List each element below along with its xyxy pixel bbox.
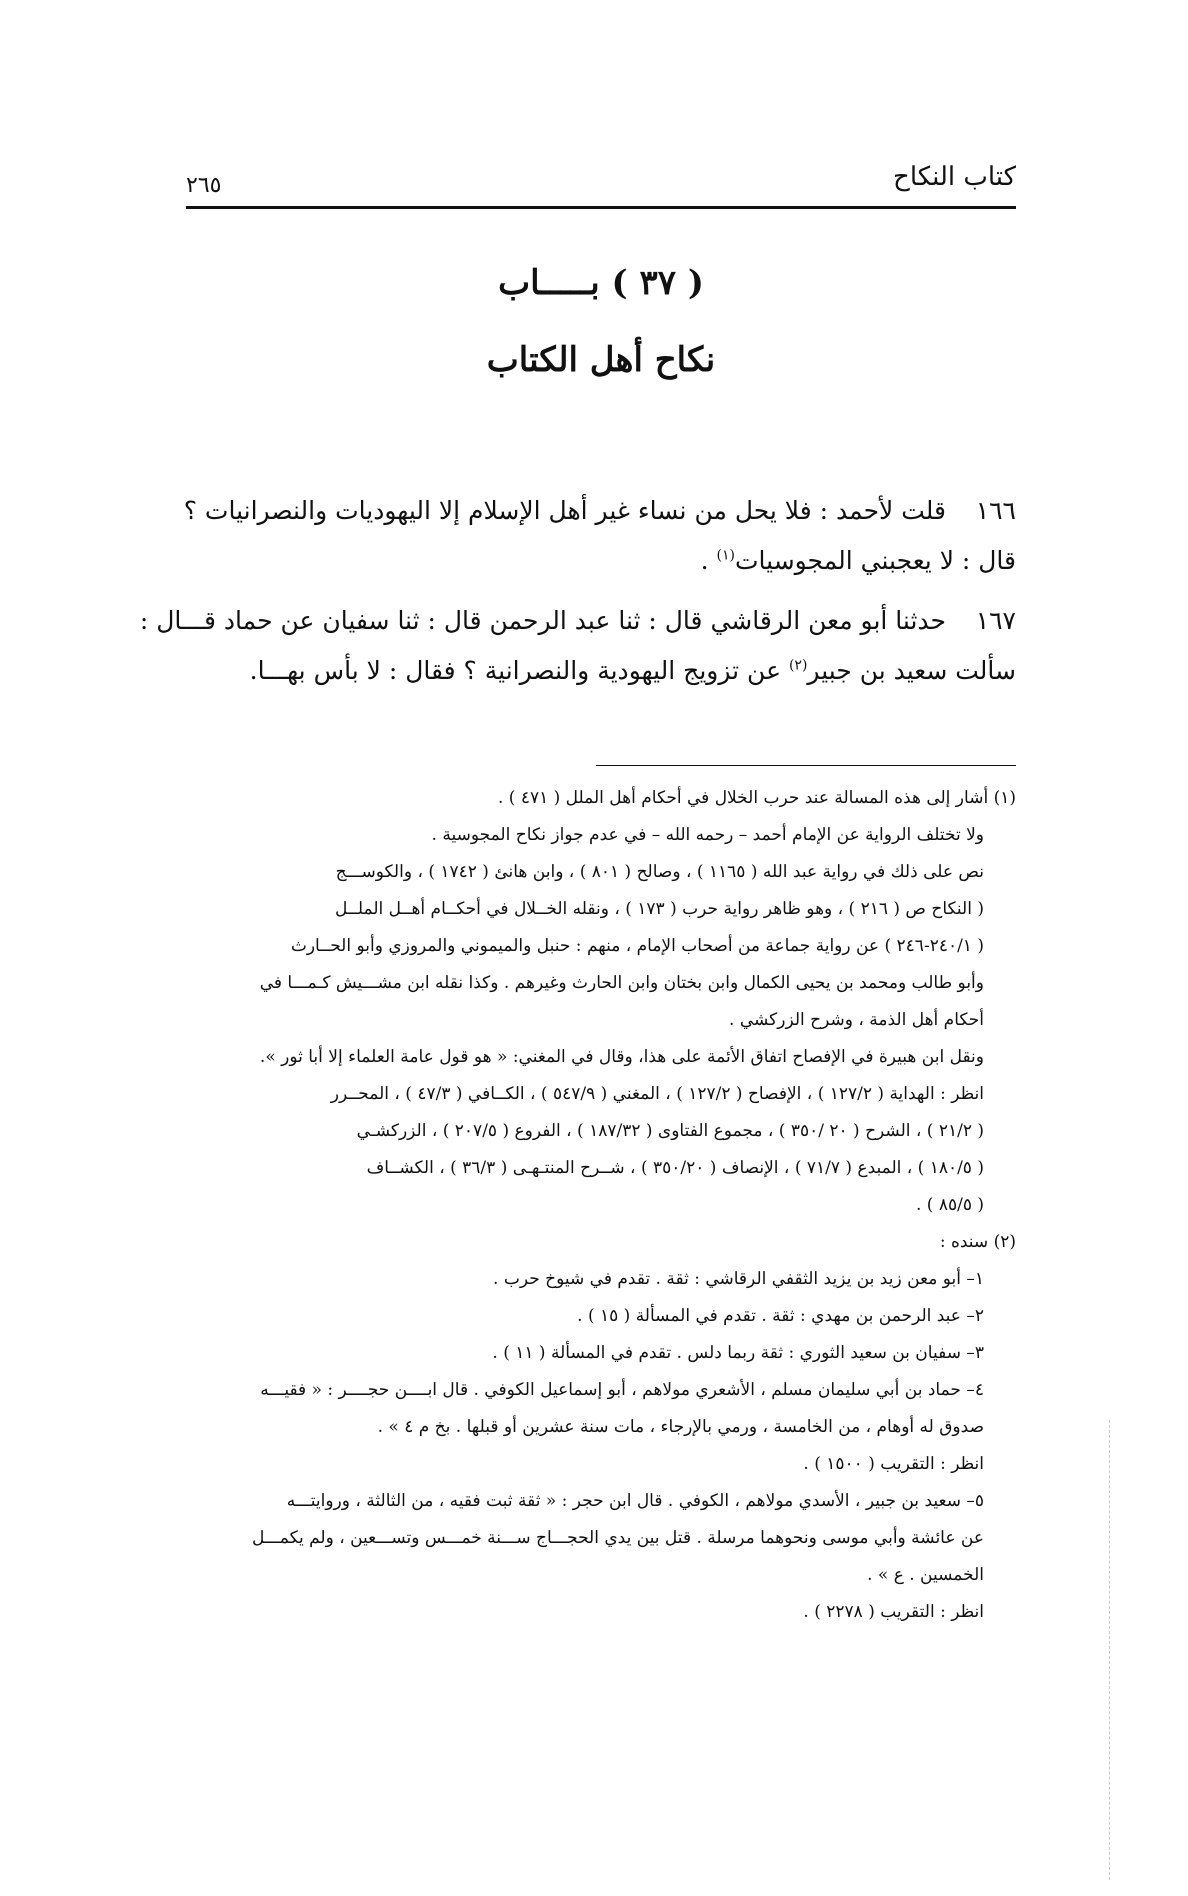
footnote-line: ١– أبو معن زيد بن يزيد الثقفي الرقاشي : ثقة . تقدم في شيوخ حرب . <box>493 1269 984 1289</box>
chapter-heading: ( ٣٧ ) بـــــاب <box>498 263 704 303</box>
entry-text-line: قلت لأحمد : فلا يحل من نساء غير أهل الإسلام إلا اليهوديات والنصرانيات ؟ <box>183 496 946 525</box>
footnote-line: ( ٨٥/٥ ) . <box>915 1195 984 1215</box>
footnote-line: الخمسين . ع » . <box>867 1565 984 1585</box>
header-rule <box>186 206 1016 209</box>
running-header <box>186 160 1016 204</box>
footnote-line: وأبو طالب ومحمد بن يحيى الكمال وابن بختان وابن الحارث وغيرهم . وكذا نقله ابن مشـــيش كـمـــا في <box>259 973 984 993</box>
footnote-ref: (١) <box>716 547 735 564</box>
footnote-line: (٢) سنده : <box>939 1232 1016 1252</box>
footnote-line: ٤– حماد بن أبي سليمان مسلم ، الأشعري مولاهم ، أبو إسماعيل الكوفي . قال ابــــن حجــــر : « فقيـــه <box>260 1380 984 1400</box>
footnote-line: عن عائشة وأبي موسى ونحوهما مرسلة . قتل بين يدي الحجـــاج ســـنة خمـــس وتســـعين ، ولم يكمـــل <box>251 1528 984 1548</box>
entry-number: ١٦٦ <box>975 496 1016 525</box>
entry-text-line: حدثنا أبو معن الرقاشي قال : ثنا عبد الرحمن قال : ثنا سفيان عن حماد قـــال : <box>139 606 946 635</box>
main-text <box>139 486 1016 706</box>
header-book-title: كتاب النكاح <box>893 162 1016 192</box>
entry <box>139 596 1016 696</box>
entry-number: ١٦٧ <box>975 606 1016 635</box>
entry-text: عن تزويج اليهودية والنصرانية ؟ فقال : لا بأس بهـــا. <box>249 656 789 685</box>
footnote-line: أحكام أهل الذمة ، وشرح الزركشي . <box>729 1010 984 1030</box>
footnote-line: ٢– عبد الرحمن بن مهدي : ثقة . تقدم في المسألة ( ١٥ ) . <box>577 1306 984 1326</box>
footnote-line: ولا تختلف الرواية عن الإمام أحمد – رحمه الله – في عدم جواز نكاح المجوسية . <box>431 825 984 845</box>
footnote-line: نص على ذلك في رواية عبد الله ( ١١٦٥ ) ، وصالح ( ٨٠١ ) ، وابن هانئ ( ١٧٤٢ ) ، والكوســـج <box>335 862 984 882</box>
footnote-line: صدوق له أوهام ، من الخامسة ، ورمي بالإرجاء ، مات سنة عشرين أو قبلها . بخ م ٤ » . <box>377 1417 984 1437</box>
entry-text-line <box>186 646 1016 696</box>
page-number: ٢٦٥ <box>186 173 222 198</box>
page-edge-line <box>1109 1420 1110 1880</box>
entry-text: سألت سعيد بن جبير <box>807 656 1016 685</box>
chapter-title: نكاح أهل الكتاب <box>486 340 716 380</box>
footnote-line: ٥– سعيد بن جبير ، الأسدي مولاهم ، الكوفي . قال ابن حجر : « ثقة ثبت فقيه ، من الثالثة ، وروايتـــه <box>286 1491 984 1511</box>
footnotes <box>186 780 1016 1631</box>
footnote-line: انظر : التقريب ( ٢٢٧٨ ) . <box>803 1602 984 1622</box>
entry <box>183 486 1016 586</box>
entry-text: قال : لا يعجبني المجوسيات <box>735 546 1016 575</box>
footnote-line: ( ٢١/٢ ) ، الشرح ( ٢٠ /٣٥٠ ) ، مجموع الفتاوى ( ١٨٧/٣٢ ) ، الفروع ( ٢٠٧/٥ ) ، الزركشـي <box>356 1121 984 1141</box>
footnote-ref: (٢) <box>788 657 808 674</box>
entry-text-line <box>186 536 1016 586</box>
footnote-separator <box>596 765 1016 766</box>
footnote-line: ونقل ابن هبيرة في الإفصاح اتفاق الأئمة على هذا، وقال في المغني: « هو قول عامة العلماء إلا أبا ثور ». <box>259 1047 984 1067</box>
footnote-line: ( ٢٤٠/١-٢٤٦ ) عن رواية جماعة من أصحاب الإمام ، منهم : حنبل والميموني والمروزي وأبو الحــارث <box>290 936 984 956</box>
footnote-line: ( ١٨٠/٥ ) ، المبدع ( ٧١/٧ ) ، الإنصاف ( ٣٥٠/٢٠ ) ، شــرح المنتـهـى ( ٣٦/٣ ) ، الكشــاف <box>366 1158 984 1178</box>
footnote-line: ٣– سفيان بن سعيد الثوري : ثقة ربما دلس . تقدم في المسألة ( ١١ ) . <box>492 1343 984 1363</box>
footnote-line: (١) أشار إلى هذه المسالة عند حرب الخلال في أحكام أهل الملل ( ٤٧١ ) . <box>497 788 1016 808</box>
footnote-line: انظر : الهداية ( ١٢٧/٢ ) ، الإفصاح ( ١٢٧/٢ ) ، المغني ( ٥٤٧/٩ ) ، الكــافي ( ٤٧/٣ ) ، المحــرر <box>330 1084 984 1104</box>
entry-text: . <box>700 546 717 575</box>
footnote-line: انظر : التقريب ( ١٥٠٠ ) . <box>803 1454 984 1474</box>
footnote-line: ( النكاح ص ( ٢١٦ ) ، وهو ظاهر رواية حرب ( ١٧٣ ) ، ونقله الخــلال في أحكــام أهــل الملــل <box>335 899 984 919</box>
